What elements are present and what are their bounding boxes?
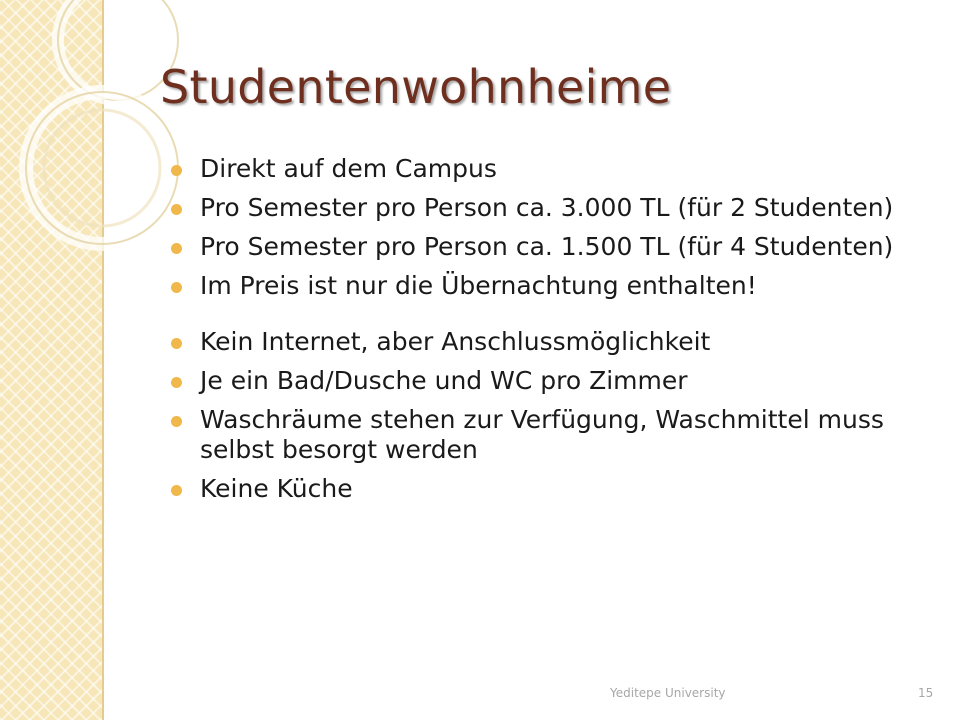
circle-bullet-icon xyxy=(171,416,182,427)
list-item xyxy=(166,405,906,465)
page-number: 15 xyxy=(918,686,934,700)
list-item-text: Pro Semester pro Person ca. 3.000 TL (für 2 Studenten) xyxy=(200,193,894,222)
list-item xyxy=(166,154,906,184)
list-item-text: Direkt auf dem Campus xyxy=(200,154,497,183)
sidebar-decoration xyxy=(0,0,104,720)
list-item xyxy=(166,366,906,396)
circle-bullet-icon xyxy=(171,165,182,176)
list-item-text: Keine Küche xyxy=(200,474,353,503)
footer-text: Yeditepe University xyxy=(610,686,726,700)
circle-bullet-icon xyxy=(171,338,182,349)
list-item-text: Je ein Bad/Dusche und WC pro Zimmer xyxy=(200,366,688,395)
list-item xyxy=(166,232,906,262)
list-item-text: Waschräume stehen zur Verfügung, Waschmittel muss selbst besorgt werden xyxy=(200,405,884,464)
circle-bullet-icon xyxy=(171,243,182,254)
circle-bullet-icon xyxy=(171,204,182,215)
list-item xyxy=(166,193,906,223)
circle-bullet-icon xyxy=(171,377,182,388)
list-item-text: Im Preis ist nur die Übernachtung enthalten! xyxy=(200,271,757,300)
list-item-text: Pro Semester pro Person ca. 1.500 TL (für 4 Studenten) xyxy=(200,232,894,261)
slide-title: Studentenwohnheime xyxy=(160,60,672,114)
bullet-list xyxy=(166,154,906,513)
list-item xyxy=(166,271,906,301)
list-item-text: Kein Internet, aber Anschlussmöglichkeit xyxy=(200,327,711,356)
circle-bullet-icon xyxy=(171,282,182,293)
list-item xyxy=(166,474,906,504)
list-item xyxy=(166,327,906,357)
circle-bullet-icon xyxy=(171,485,182,496)
